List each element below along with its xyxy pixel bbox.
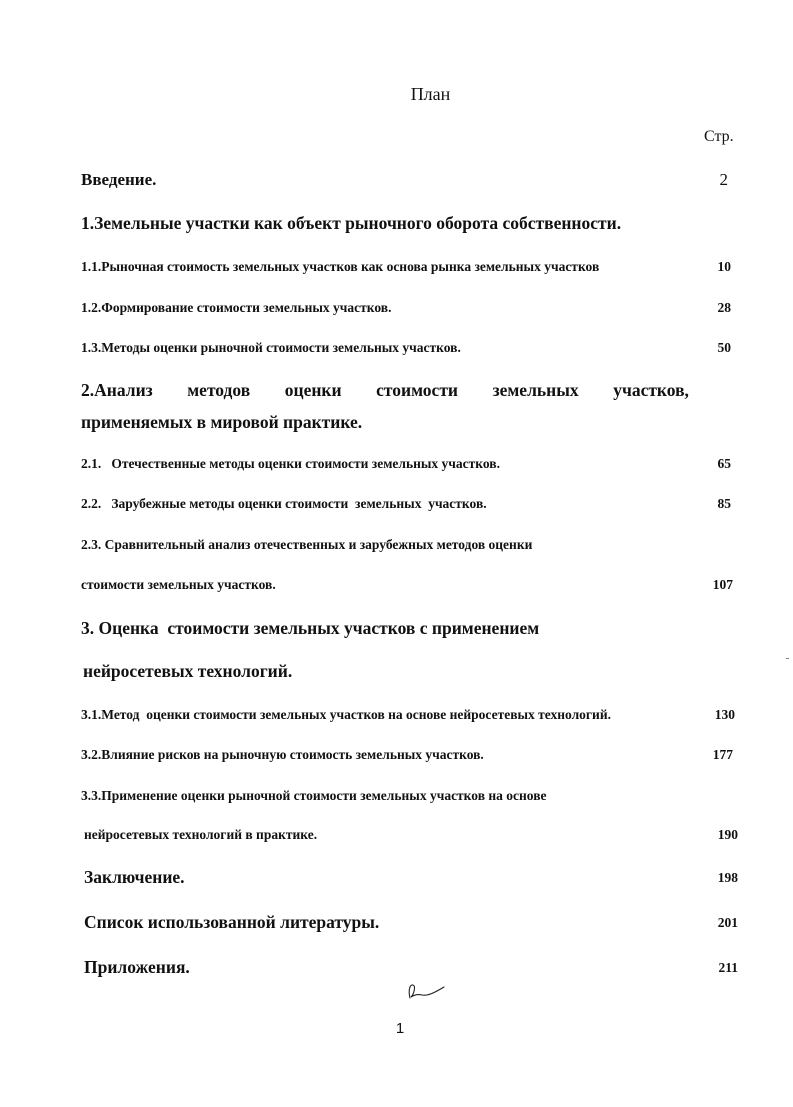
toc-conclusion: Заключение. [84, 867, 185, 887]
toc-references: Список использованной литературы. [84, 912, 380, 932]
toc-chapter-2 [81, 380, 689, 401]
toc-section-2-3-line2: стоимости земельных участков. [81, 577, 276, 592]
toc-chapter-2-word: методов [187, 380, 251, 400]
page-column-label: Стр. [704, 128, 734, 145]
toc-section-3-3-page: 190 [717, 827, 738, 842]
toc-section-2-1-page: 65 [717, 456, 731, 471]
toc-section-1-2-page: 28 [717, 300, 731, 315]
toc-appendices-page: 211 [718, 960, 738, 975]
toc-chapter-2-word: 2.Анализ [81, 380, 153, 400]
toc-section-1-1: 1.1.Рыночная стоимость земельных участков как основа рынка земельных участков [81, 259, 600, 274]
toc-section-1-3-page: 50 [717, 340, 731, 355]
toc-chapter-2-word: участков, [613, 380, 689, 400]
toc-section-1-1-page: 10 [717, 259, 731, 274]
toc-section-2-2-page: 85 [717, 496, 731, 511]
toc-intro: Введение. [81, 170, 157, 189]
toc-chapter-2-word: оценки [284, 380, 342, 400]
signature-icon [404, 976, 448, 1004]
page-title: План [410, 84, 451, 104]
toc-section-2-3-page: 107 [712, 577, 733, 592]
toc-section-1-3: 1.3.Методы оценки рыночной стоимости земельных участков. [81, 340, 461, 355]
toc-section-2-3: 2.3. Сравнительный анализ отечественных и зарубежных методов оценки [81, 537, 533, 552]
toc-section-2-1: 2.1. Отечественные методы оценки стоимости земельных участков. [81, 456, 500, 471]
toc-chapter-2-word: стоимости [376, 380, 459, 400]
toc-chapter-2-line2: применяемых в мировой практике. [81, 412, 363, 432]
toc-section-2-2: 2.2. Зарубежные методы оценки стоимости земельных участков. [81, 496, 487, 511]
toc-references-page: 201 [717, 915, 738, 930]
toc-section-3-2-page: 177 [712, 747, 733, 762]
toc-section-3-3-line2: нейросетевых технологий в практике. [84, 827, 318, 842]
toc-appendices: Приложения. [84, 957, 190, 977]
scan-speck [786, 658, 789, 659]
toc-section-3-2: 3.2.Влияние рисков на рыночную стоимость земельных участков. [81, 747, 484, 762]
toc-chapter-2-word: земельных [492, 380, 579, 400]
toc-intro-page: 2 [719, 170, 728, 189]
toc-conclusion-page: 198 [717, 870, 738, 885]
toc-chapter-1: 1.Земельные участки как объект рыночного оборота собственности. [81, 213, 622, 233]
toc-section-3-3: 3.3.Применение оценки рыночной стоимости земельных участков на основе [81, 788, 547, 803]
toc-section-3-1-page: 130 [714, 707, 735, 722]
toc-chapter-3-line2: нейросетевых технологий. [83, 661, 293, 681]
toc-chapter-3: 3. Оценка стоимости земельных участков с применением [81, 618, 540, 638]
page-number: 1 [395, 1020, 405, 1037]
toc-section-1-2: 1.2.Формирование стоимости земельных участков. [81, 300, 392, 315]
toc-section-3-1: 3.1.Метод оценки стоимости земельных участков на основе нейросетевых технологий. [81, 707, 611, 722]
